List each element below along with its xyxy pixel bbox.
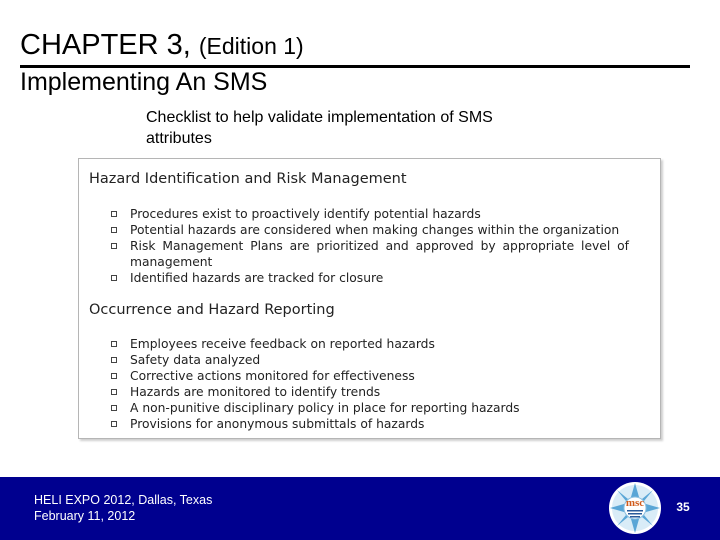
checkbox-icon [111,421,117,427]
list-item-text: Risk Management Plans are prioritized and approved by appropriate level of management [130,239,629,269]
list-item [109,336,629,352]
page-number: 35 [676,500,690,514]
list-item-text: Provisions for anonymous submittals of hazards [130,417,425,431]
hazard-identification-list [109,206,629,286]
logo-text: msc [625,497,645,509]
footer-date: February 11, 2012 [34,509,136,523]
checkbox-icon [111,341,117,347]
list-item [109,368,629,384]
chapter-label: CHAPTER 3, [20,29,191,61]
checkbox-icon [111,227,117,233]
footer-bar [0,477,720,540]
section-heading-occurrence-reporting: Occurrence and Hazard Reporting [89,302,335,318]
checkbox-icon [111,243,117,249]
list-item [109,352,629,368]
checkbox-icon [111,373,117,379]
checkbox-icon [111,389,117,395]
list-item-text: Potential hazards are considered when making changes within the organization [130,223,620,237]
checkbox-icon [111,357,117,363]
edition-label: (Edition 1) [198,33,304,59]
list-item-text: Procedures exist to proactively identify potential hazards [130,207,481,221]
slide-subtitle: Implementing An SMS [20,68,268,96]
list-item [109,400,629,416]
intro-text: Checklist to help validate implementation of SMS attributes [146,109,493,147]
list-item [109,222,629,238]
checkbox-icon [111,275,117,281]
list-item-text: Employees receive feedback on reported hazards [130,337,435,351]
occurrence-reporting-list [109,336,629,432]
list-item [109,238,629,270]
checklist-panel [78,158,661,439]
list-item-text: Corrective actions monitored for effectiveness [130,369,415,383]
list-item-text: A non-punitive disciplinary policy in place for reporting hazards [130,401,520,415]
section-heading-hazard-identification: Hazard Identification and Risk Management [89,171,407,187]
checkbox-icon [111,211,117,217]
list-item-text: Hazards are monitored to identify trends [130,385,381,399]
chapter-title [20,28,304,63]
list-item-text: Identified hazards are tracked for closure [130,271,384,285]
list-item [109,270,629,286]
list-item [109,206,629,222]
checkbox-icon [111,405,117,411]
list-item [109,384,629,400]
footer-event: HELI EXPO 2012, Dallas, Texas [34,493,213,507]
list-item [109,416,629,432]
msc-logo-icon [608,481,662,535]
list-item-text: Safety data analyzed [130,353,261,367]
